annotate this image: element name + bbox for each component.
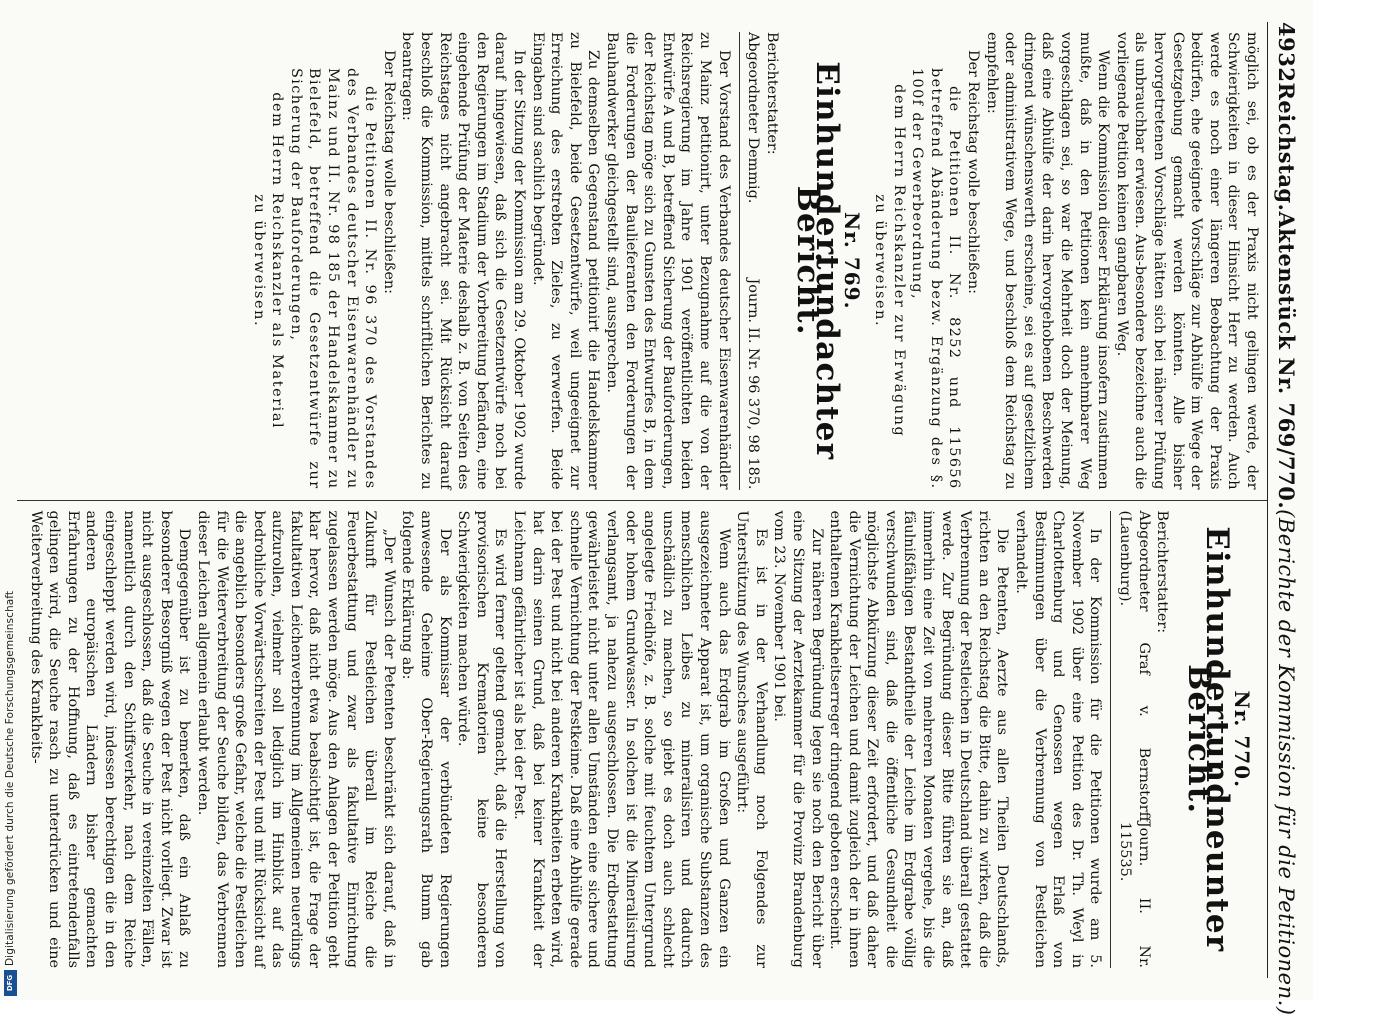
report-paragraph: „Der Wunsch der Petenten beschränkt sich darauf, daß in Zukunft für Pestleichen überall im Reiche die Feuerbestattung und zwar als fakultative Einrichtung zugelassen werden möge. Aus den Anlagen der Petition geht klar hervor, daß nicht etwa beabsichtigt ist, die Frage der fakultativen Leichenverbrennung im Allgemeinen neuerdings aufzurollen, vielmehr soll lediglich im Hinblick auf das bedrohliche Vorwärtsschreiten der Pest und mit Rücksicht auf die angeblich besonders große Gefahr, welche die Pestleichen für die Weiterverbreitung der Seuche bilden, das Verbrennen dieser Leichen allgemein erlaubt werden. bbox=[194, 510, 397, 968]
rapporteur-name: Abgeordneter Demmig. bbox=[745, 32, 762, 204]
document-label: Aktenstück Nr. 769/770. bbox=[1274, 211, 1299, 510]
journal-number: Journ. II. Nr. 115535. bbox=[1117, 821, 1152, 968]
source-label: Reichstag. bbox=[1274, 82, 1299, 212]
series-label: (Berichte der Kommission für die Petitionen.) bbox=[1274, 509, 1298, 1016]
report-paragraph: Demgegenüber ist zu bemerken, daß ein Anlaß zu besonderer Besorgniß wegen der Pest nicht vorliegt. Zwar ist nicht ausgeschlossen, daß die Seuche in vereinzelten Fällen, namentlich durch den Schiffsverkehr, nach dem Reiche eingeschleppt werden wird, indessen berechtigen die in den anderen europäischen Ländern bisher gemachten Erfahrungen zu der Hoffnung, daß es eintretendenfalls gelingen wird, die Seuche rasch zu unterdrücken und eine Weiterverbreitung des Krankheits- bbox=[27, 510, 193, 968]
journal-number: Journ. II. Nr. 96 370, 98 185. bbox=[745, 278, 762, 490]
resolution-closing: dem Herrn Reichskanzler als Material bbox=[269, 92, 286, 430]
dfg-logo[interactable] bbox=[4, 970, 17, 996]
rapporteur-label-row bbox=[762, 32, 781, 490]
rapporteur-label: Berichterstatter: bbox=[1154, 510, 1171, 634]
resolution-body: die Petitionen II. Nr. 96 370 des Vorstandes des Verbandes deutscher Eisenwarenhändler zu Mainz und II. Nr. 98 185 der Handelskammer zu Bielefeld, betreffend die Gesetzentwürfe zur Sicherung der Bauforderungen, bbox=[287, 68, 379, 490]
report-paragraph: Zu demselben Gegenstand petitionirt die Handelskammer zu Bielefeld, beide Gesetzentwürfe, weil ungeeignet zur Erreichung des erstrebten Zieles, zu verwerfen. Beide Eingaben sind sachlich begründet. bbox=[529, 32, 602, 490]
rapporteur-name: Abgeordneter Graf v. Bernstorff (Lauenburg). bbox=[1117, 510, 1152, 822]
resolution-intro: Der Reichstag wolle beschließen: bbox=[380, 50, 397, 295]
rapporteur-row bbox=[1110, 511, 1152, 969]
report-title: Einhundertundneunter Bericht. bbox=[1180, 526, 1236, 953]
page-number: 4932 bbox=[1274, 22, 1299, 83]
report-paragraph: Zur näheren Begründung legen sie noch den Bericht über eine Sitzung der Aerztekammer für die Provinz Brandenburg vom 23. November 1901 bei. bbox=[771, 510, 825, 968]
two-column-body bbox=[17, 22, 1267, 978]
dfg-credit-text: Digitalisierung gefördert durch die Deutsche Forschungsgemeinschaft bbox=[4, 590, 16, 966]
report-paragraph: In der Sitzung der Kommission am 29. Oktober 1902 wurde darauf hingewiesen, daß sich die Gesetzentwürfe noch bei den Regierungen im Stadium der Vorbereitung befänden, eine eingehende Prüfung der Materie deshalb z. B. von Seiten des Reichstages nicht angebracht sei. Mit Rücksicht darauf beschloß die Kommission, mittels schriftlichen Berichtes zu beantragen: bbox=[399, 32, 528, 490]
report-paragraph: Es ist in der Verhandlung noch Folgendes zur Unterstützung des Wunsches ausgeführt: bbox=[734, 510, 769, 968]
report-number: Nr. 769. bbox=[839, 211, 864, 310]
left-column bbox=[17, 22, 1267, 501]
rapporteur-label: Berichterstatter: bbox=[763, 32, 780, 155]
rapporteur-row bbox=[739, 32, 763, 490]
resolution-closing: zu überweisen. bbox=[872, 194, 889, 328]
resolution-intro: Der Reichstag wolle beschließen: bbox=[965, 50, 982, 295]
digitization-sidebar bbox=[2, 0, 18, 1000]
resolution-body: die Petitionen II. Nr. 8252 und 115656 betreffend Abänderung bezw. Ergänzung des §. 100f der Gewerbeordnung, bbox=[909, 68, 963, 490]
page-header bbox=[1267, 22, 1299, 1016]
right-column bbox=[17, 501, 1267, 979]
report-paragraph: Es wird ferner geltend gemacht, daß die Herstellung von provisorischen Krematorien keine besonderen Schwierigkeiten machen würde. bbox=[455, 510, 509, 968]
rapporteur-label-row bbox=[1153, 511, 1172, 969]
report-number: Nr. 770. bbox=[1230, 690, 1254, 789]
intro-paragraph: möglich sei, ob es der Praxis nicht gelingen werde, der Schwierigkeiten in dieser Hinsicht Herr zu werden. Auch werde es noch einer längeren Beobachtung der Praxis bedürfen, ehe geeignete Vorschläge zur Abhülfe im Wege der Gesetzgebung gemacht werden könnten. Alle bisher hervorgetretenen Vorschläge hätten sich bei näherer Prüfung als unbrauchbar erwiesen. Aus-besondere bezeichne auch die vorliegende Petition keinen gangbaren Weg. bbox=[1113, 32, 1260, 490]
resolution-closing: zu überweisen. bbox=[250, 194, 267, 328]
report-title: Einhundertundachter Bericht. bbox=[790, 61, 845, 461]
resolution-closing: dem Herrn Reichskanzler zur Erwägung bbox=[890, 84, 907, 438]
report-paragraph: In der Kommission für die Petitionen wurde am 5. November 1902 über eine Petition des Dr. Th. Weyl in Charlottenburg und Genossen wegen Erlaß von Bestimmungen über die Verbrennung von Pestleichen verhandelt. bbox=[1013, 510, 1104, 968]
report-paragraph: Der Vorstand des Verbandes deutscher Eisenwarenhändler zu Mainz petitionirt, unter Bezugnahme auf die von der Reichsregierung im Jahre 1901 veröffentlichten beiden Entwürfe A und B, betreffend Sicherung der Bauforderungen, der Reichstag möge sich zu Gunsten des Entwurfes B, in dem die Forderungen der Baulieferanten den Forderungen der Bauhandwerker gleichgestellt sind, aussprechen. bbox=[604, 32, 732, 490]
intro-paragraph: Wenn die Kommission dieser Erklärung insofern zustimmen mußte, daß in den Petitionen kein annehmbarer Weg vorgeschlagen sei, so war die Mehrheit doch der Meinung, daß eine Abhülfe der darin hervorgehobenen Beschwerden dringend wünschenswerth erscheine, sei es auf gesetzlichem oder administrativem Wege, und beschloß dem Reichstag zu empfehlen: bbox=[983, 32, 1112, 490]
dfg-logo-text: DFG bbox=[6, 974, 15, 992]
report-paragraph: Der als Kommissar der verbündeten Regierungen anwesende Geheime Ober-Regierungsrath Bumm gab folgende Erklärung ab: bbox=[399, 510, 453, 968]
report-paragraph: Die Petenten, Aerzte aus allen Theilen Deutschlands, richten an den Reichstag die Bitte, dahin zu wirken, daß die Verbrennung der Pestleichen in Deutschland überall gestattet werde. Zur Begründung dieser Bitte führen sie an, daß immerhin eine Zeit von mehreren Monaten vergehe, bis die fäulnißfähigen Bestandtheile der Leiche im Erdgrabe völlig verschwunden sind, daß die öffentliche Gesundheit die möglichste Abkürzung dieser Zeit erfordert, und daß daher die Vernichtung der Leichen und damit zugleich der in ihnen enthaltenen Krankheitserreger dringend geboten erscheint. bbox=[827, 510, 1011, 968]
report-paragraph: Wenn auch das Erdgrab im Großen und Ganzen ein ausgezeichneter Apparat ist, um organische Substanzen des menschlichen Leibes zu mineralisiren und dadurch unschädlich zu machen, so giebt es doch auch schlecht angelegte Friedhöfe, z. B. solche mit feuchtem Untergrund oder hohem Grundwasser. In solchen ist die Mineralisirung verlangsamt, ja nahezu ausgeschlossen. Die Erdbestattung gewährleistet nicht unter allen Umständen eine sichere und schnelle Vernichtung der Pestkeime. Daß eine Abhülfe gerade bei der Pest und nicht bei anderen Krankheiten erbeten wird, hat darin seinen Grund, daß bei keiner Krankheit der Leichnam gefährlicher ist als bei der Pest. bbox=[511, 510, 732, 968]
